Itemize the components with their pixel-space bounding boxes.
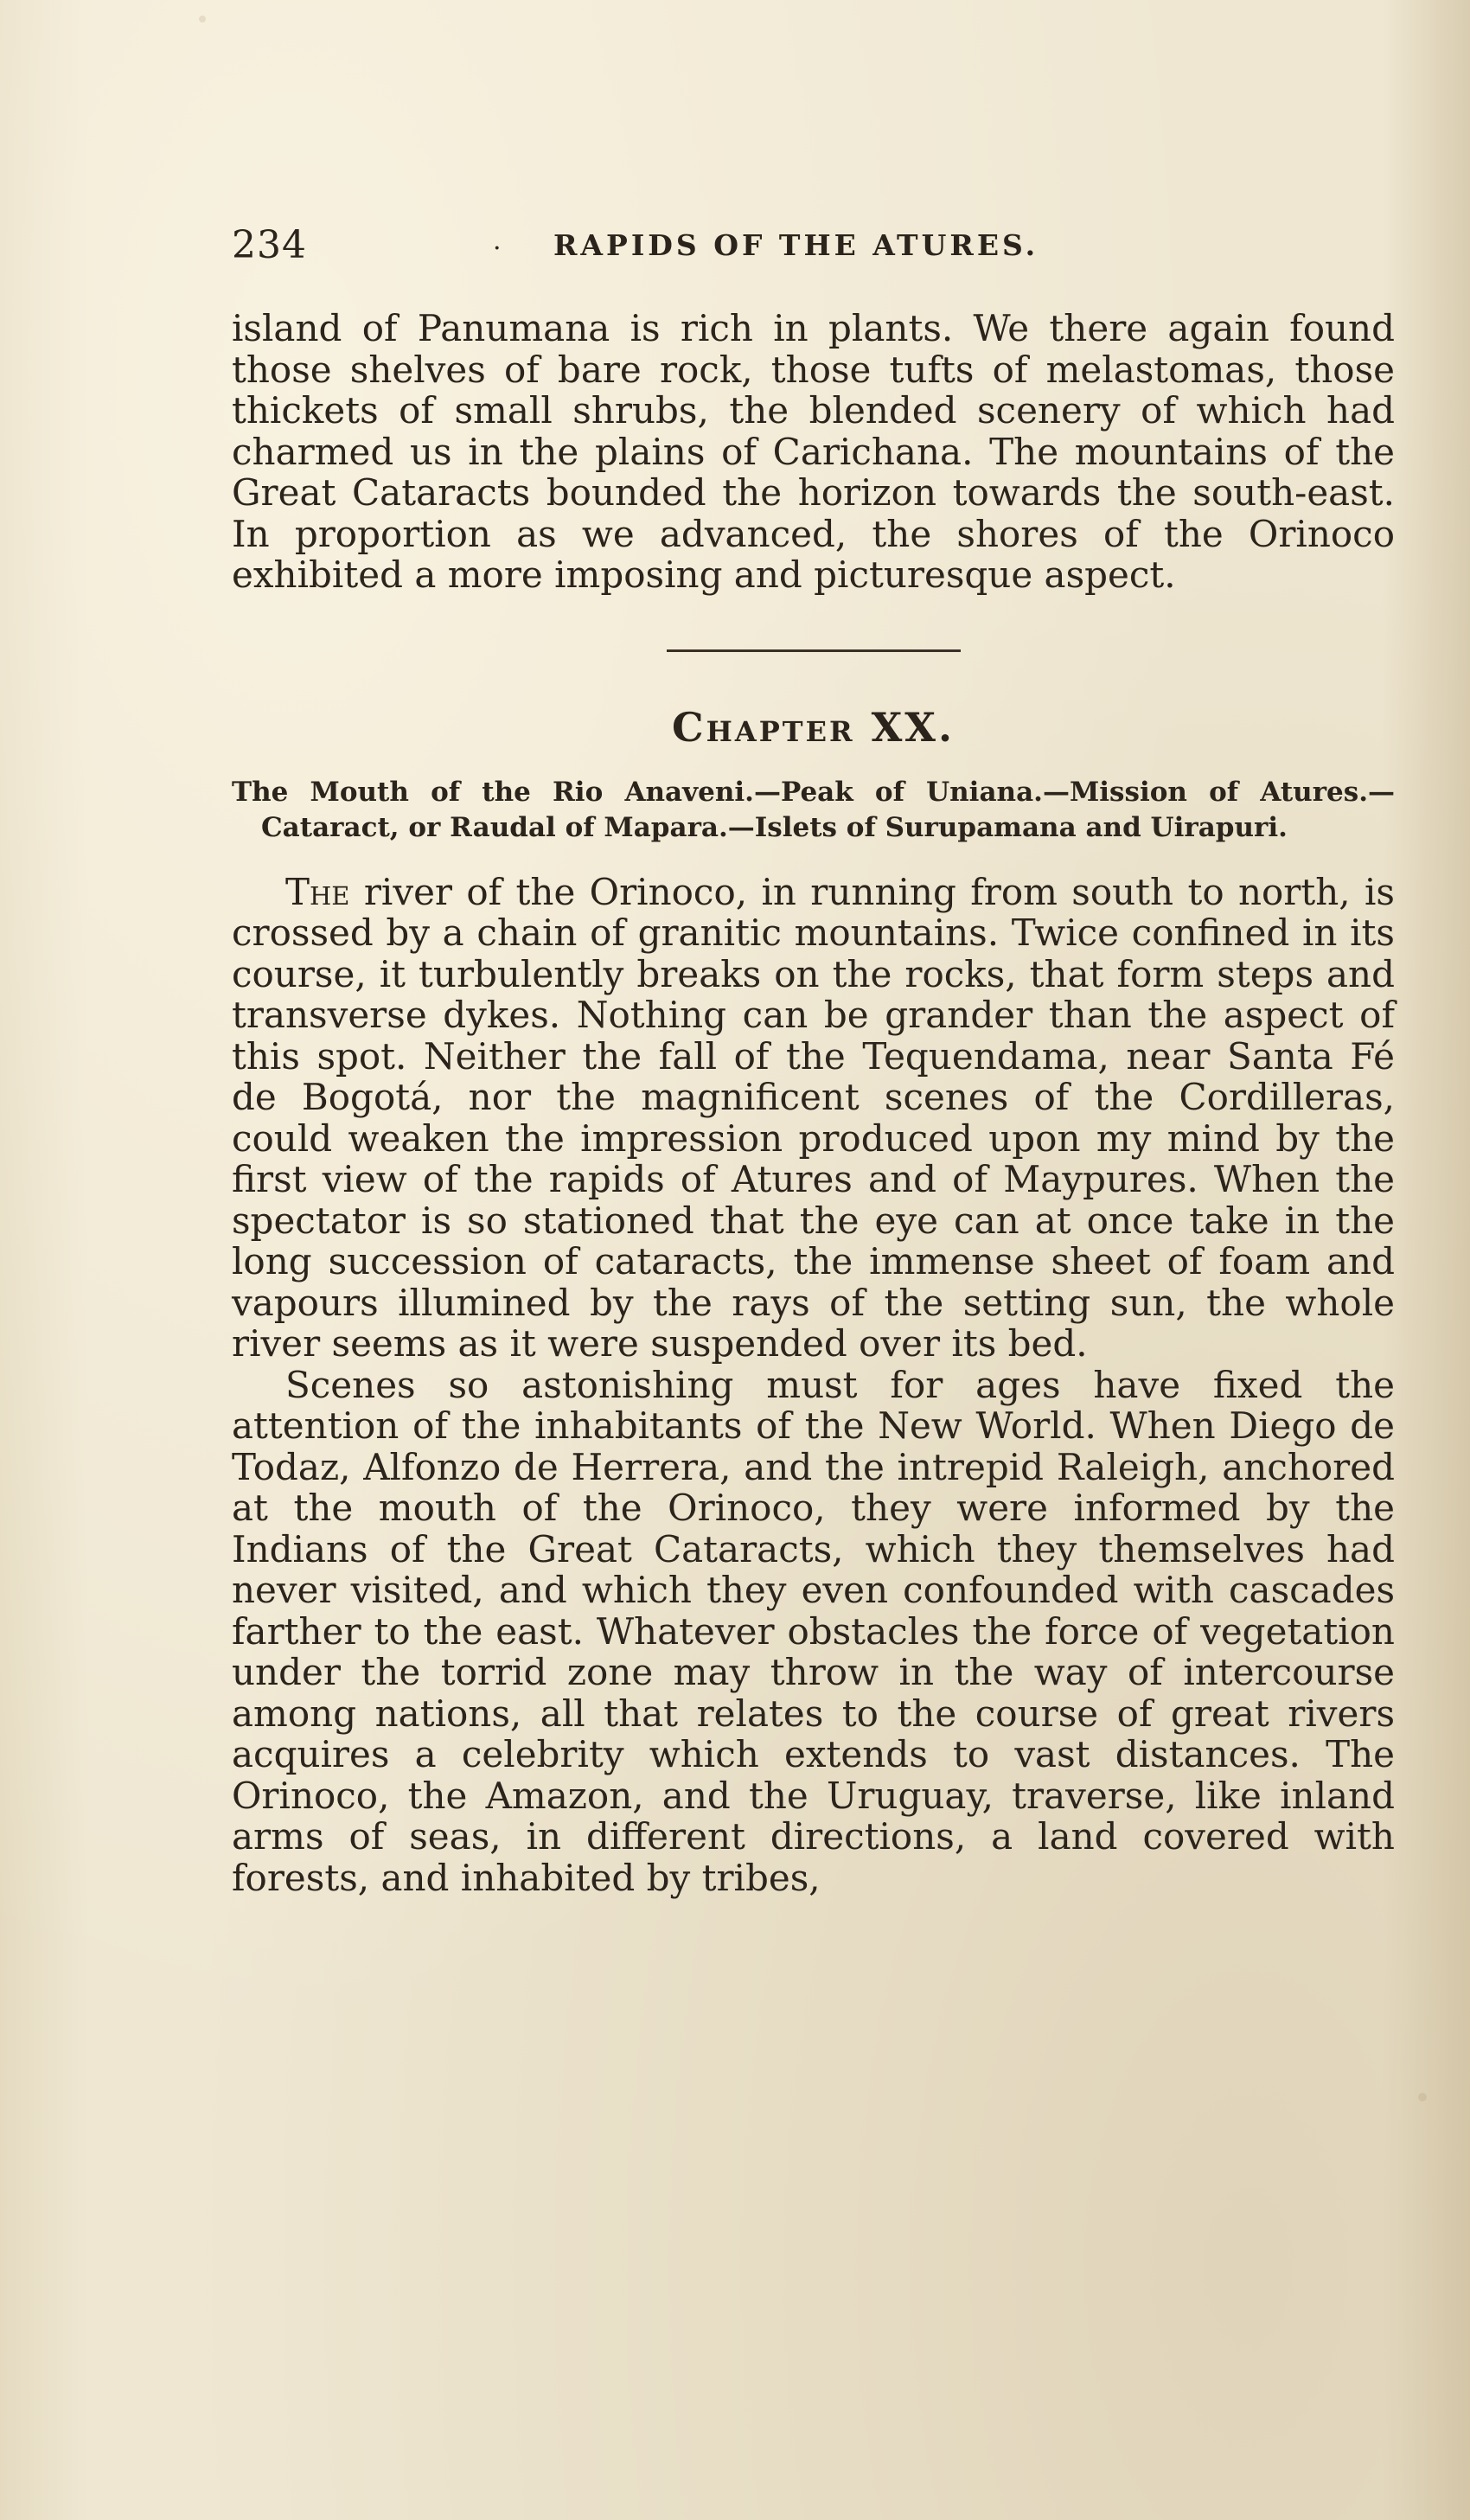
- chapter-paragraph-2: Scenes so astonishing must for ages have fixed the attention of the inhabitants of the New World. When Diego de Todaz, Alfonzo de Herrera, and the intrepid Raleigh, anchored at the mouth of the Orinoco, they were informed by the Indians of the Great Cataracts, which they themselves had never visited, and which they even confounded with cascades farther to the east. Whatever obstacles the force of vegetation under the torrid zone may throw in the way of intercourse among nations, all that relates to the course of great rivers acquires a celebrity which extends to vast distances. The Orinoco, the Amazon, and the Uruguay, traverse, like inland arms of seas, in different directions, a land covered with forests, and inhabited by tribes,: [232, 1363, 1395, 1899]
- paragraph-1-text: river of the Orinoco, in running from south to north, is crossed by a chain of granitic mountains. Twice confined in its course, it turbulently breaks on the rocks, that form steps and transverse dykes. Nothing can be grander than the aspect of this spot. Neither the fall of the Tequendama, near Santa Fé de Bogotá, nor the magnificent scenes of the Cordilleras, could weaken the impression produced upon my mind by the first view of the rapids of Atures and of Maypures. When the spectator is so stationed that the eye can at once take in the long succession of cataracts, the immense sheet of foam and vapours illumined by the rays of the setting sun, the whole river seems as it were suspended over its bed.: [232, 870, 1395, 1365]
- chapter-paragraph-1: [232, 872, 1395, 1365]
- continuation-paragraph: island of Panumana is rich in plants. We there again found those shelves of bare rock, those tufts of melastomas, those thickets of small shrubs, the blended scenery of which had charmed us in the plains of Carichana. The mountains of the Great Cataracts bounded the horizon towards the south-east. In proportion as we advanced, the shores of the Orinoco exhibited a more imposing and picturesque aspect.: [232, 307, 1395, 596]
- book-page: [232, 208, 1395, 1898]
- paragraph-lead-in: The: [285, 870, 350, 913]
- running-head-separator: ·: [493, 233, 502, 264]
- section-divider: [667, 649, 961, 652]
- paper-stain: [199, 16, 206, 22]
- paper-stain: [1418, 2093, 1427, 2101]
- page-number: 234: [232, 223, 307, 267]
- chapter-synopsis: The Mouth of the Rio Anaveni.—Peak of Uniana.—Mission of Atures.—Cataract, or Raudal of Mapara.—Islets of Surupamana and Uirapuri.: [232, 776, 1395, 843]
- running-head: [232, 208, 1395, 277]
- chapter-heading: Chapter XX.: [672, 703, 955, 751]
- running-title: RAPIDS OF THE ATURES.: [553, 228, 1039, 262]
